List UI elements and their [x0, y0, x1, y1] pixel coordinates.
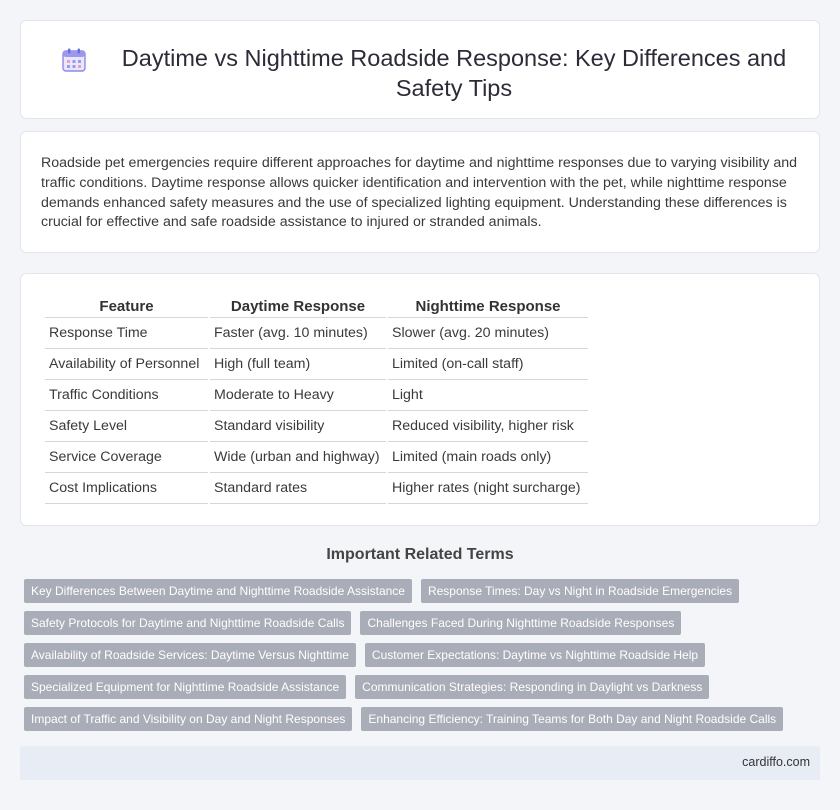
column-header-feature: Feature: [45, 296, 209, 317]
comparison-card: [20, 273, 820, 526]
intro-card: [20, 131, 820, 253]
table-cell: Slower (avg. 20 minutes): [387, 317, 588, 348]
related-term-tag[interactable]: Safety Protocols for Daytime and Nighttime Roadside Calls: [24, 611, 351, 635]
table-cell: Reduced visibility, higher risk: [387, 410, 588, 441]
related-term-tag[interactable]: Availability of Roadside Services: Daytime Versus Nighttime: [24, 643, 356, 667]
table-cell: Standard rates: [209, 472, 387, 503]
table-cell: Limited (on-call staff): [387, 348, 588, 379]
table-cell: Availability of Personnel: [45, 348, 209, 379]
table-row: [45, 410, 588, 441]
calendar-icon: [61, 47, 87, 73]
column-header-daytime: Daytime Response: [209, 296, 387, 317]
table-cell: Moderate to Heavy: [209, 379, 387, 410]
table-cell: Limited (main roads only): [387, 441, 588, 472]
related-term-tag[interactable]: Specialized Equipment for Nighttime Roadside Assistance: [24, 675, 346, 699]
related-term-tag[interactable]: Key Differences Between Daytime and Nighttime Roadside Assistance: [24, 579, 412, 603]
related-term-tag[interactable]: Customer Expectations: Daytime vs Nighttime Roadside Help: [365, 643, 705, 667]
comparison-table: [45, 296, 588, 504]
related-term-tag[interactable]: Challenges Faced During Nighttime Roadside Responses: [360, 611, 681, 635]
footer: [20, 746, 820, 780]
table-row: [45, 379, 588, 410]
related-term-tag[interactable]: Enhancing Efficiency: Training Teams for Both Day and Night Roadside Calls: [361, 707, 783, 731]
tag-row: [24, 579, 814, 603]
related-terms-list: [24, 579, 814, 739]
table-row: [45, 472, 588, 503]
table-cell: Safety Level: [45, 410, 209, 441]
table-cell: Faster (avg. 10 minutes): [209, 317, 387, 348]
related-terms-title: Important Related Terms: [326, 546, 514, 563]
table-row: [45, 317, 588, 348]
tag-row: [24, 675, 814, 699]
table-cell: Standard visibility: [209, 410, 387, 441]
table-cell: Higher rates (night surcharge): [387, 472, 588, 503]
table-cell: Wide (urban and highway): [209, 441, 387, 472]
table-cell: Response Time: [45, 317, 209, 348]
table-cell: Cost Implications: [45, 472, 209, 503]
tag-row: [24, 611, 814, 635]
column-header-nighttime: Nighttime Response: [387, 296, 588, 317]
related-term-tag[interactable]: Impact of Traffic and Visibility on Day and Night Responses: [24, 707, 352, 731]
table-row: [45, 348, 588, 379]
related-term-tag[interactable]: Response Times: Day vs Night in Roadside Emergencies: [421, 579, 739, 603]
tag-row: [24, 707, 814, 731]
header-card: [20, 20, 820, 119]
table-cell: Light: [387, 379, 588, 410]
table-header-row: [45, 296, 588, 317]
footer-site-link[interactable]: cardiffo.com: [742, 755, 810, 769]
tag-row: [24, 643, 814, 667]
related-term-tag[interactable]: Communication Strategies: Responding in Daylight vs Darkness: [355, 675, 709, 699]
page-title: Daytime vs Nighttime Roadside Response: Key Differences and Safety Tips: [121, 45, 787, 101]
table-row: [45, 441, 588, 472]
intro-paragraph: Roadside pet emergencies require different approaches for daytime and nighttime responses due to varying visibility and traffic conditions. Daytime response allows quicker identification and intervention with the pet, while nighttime response demands enhanced safety measures and the use of specialized lighting equipment. Understanding these differences is crucial for effective and safe roadside assistance to injured or stranded animals.: [41, 155, 798, 231]
table-cell: Traffic Conditions: [45, 379, 209, 410]
table-cell: Service Coverage: [45, 441, 209, 472]
table-cell: High (full team): [209, 348, 387, 379]
